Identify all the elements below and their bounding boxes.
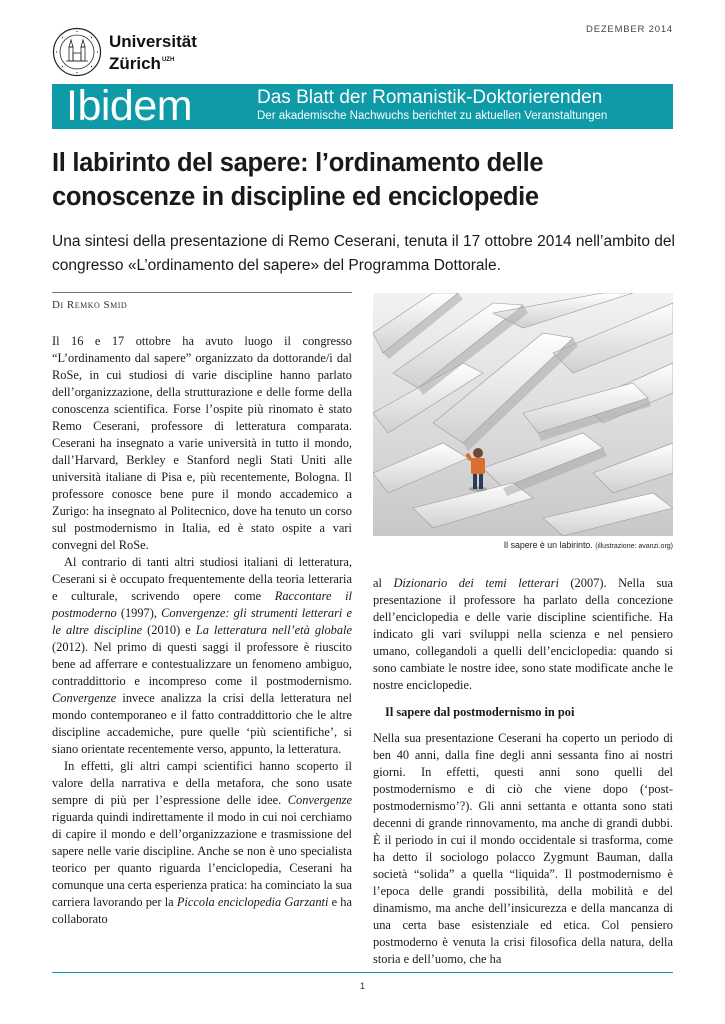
publication-subtagline: Der akademische Nachwuchs berichtet zu aktuellen Veranstaltungen bbox=[257, 110, 608, 122]
article-subtitle: Una sintesi della presentazione di Remo Ceserani, tenuta il 17 ottobre 2014 nell’ambito del congresso «L’ordinamento del sapere» del Programma Dottorale. bbox=[52, 233, 675, 274]
paragraph: Il 16 e 17 ottobre ha avuto luogo il congresso “L’ordinamento dal sapere” organizzato da dottorande/i dal RoSe, in cui studiosi di varie discipline hanno parlato dell’organizzazione, della strutturazione e delle forme della conoscenza scientifica. Forse l’ospite più rinomato è stato Remo Ceserani, professore di letteratura comparata. Ceserani ha insegnato a varie università in tutto il mondo, dall’Harvard, Berkley e Stanford negli Stati Uniti alle università italiane di Pisa e, più recentemente, Bologna. Il professore conosce bene pure il mondo accademico a Zurigo: ha insegnato al Politecnico, dove ha tenuto un corso sul postmodernismo in Italia, ed è stato ospite a vari convegni del RoSe. bbox=[52, 334, 352, 552]
issue-date: DEZEMBER 2014 bbox=[586, 24, 673, 35]
footer-divider bbox=[52, 972, 673, 973]
section-heading: Il sapere dal postmodernismo in poi bbox=[385, 705, 575, 719]
publication-banner bbox=[52, 84, 673, 129]
book-title: Dizionario dei temi letterari bbox=[393, 576, 559, 590]
university-name-line1: Universität bbox=[109, 31, 197, 51]
paragraph: In effetti, gli altri campi scientifici hanno scoperto il valore della narrativa e della metafora, che sono usate sempre di più per l’espressione delle idee. Convergenze riguarda quindi indirettamente il modo in cui noi cerchiamo di capire il mondo e dell’organizzazione e trasmissione del sapere nelle varie discipline. Anche se non è uno specialista teorico per quanto riguarda l’enciclopedia, Ceserani ha comunque una certa esperienza pratica: ha cominciato la sua carriera lavorando per la Piccola enciclopedia Garzanti e ha collaborato bbox=[52, 759, 352, 926]
book-title: Raccontare il postmoderno bbox=[52, 589, 353, 620]
page-number: 1 bbox=[359, 981, 365, 991]
maze-illustration bbox=[373, 293, 673, 536]
article-column-right bbox=[373, 575, 673, 968]
university-name bbox=[109, 32, 197, 73]
university-seal-icon bbox=[52, 27, 102, 77]
publication-tagline: Das Blatt der Romanistik-Doktorierenden bbox=[257, 87, 603, 108]
book-title: Convergenze bbox=[287, 793, 352, 807]
paragraph: al Dizionario dei temi letterari (2007). Nella sua presentazione il professore ha parlato della concezione dell’enciclopedia e delle varie discipline scientifiche. Ha indicato gli vari sviluppi nella scienza e nel pensiero umano, collegandoli a quelli dell’enciclopedia: quando si sono cambiate le nostre idee, sono state modificate anche le nostre enciclopedie. bbox=[373, 576, 673, 692]
paragraph: Al contrario di tanti altri studiosi italiani di letteratura, Ceserani si è occupato frequentemente della teoria letteraria e culturale, scrivendo opere come Raccontare il postmoderno (1997), Convergenze: gli strumenti letterari e le altre discipline (2010) e La letteratura nell’età globale (2012). Nel primo di questi saggi il professore è riuscito bene ad afferrare e contestualizzare un fenomeno ambiguo, contraddittorio e incompreso come il postmodernismo. Convergenze invece analizza la crisi della letteratura nel mondo contemporaneo e il fatto contraddittorio che le altre discipline accademiche, pure quelle ‘più scientifiche’, si siano orientate recentemente verso, appunto, la letteratura. bbox=[52, 555, 353, 756]
paragraph: Nella sua presentazione Ceserani ha coperto un periodo di ben 40 anni, dalla fine degli anni sessanta fino ai nostri giorni. In effetti, questi anni sono quelli del postmodernismo e di ciò che viene dopo (‘post-postmodernismo’?). Gli anni settanta e ottanta sono stati decenni di grande rinnovamento, ma anche di grandi dubbi. È il periodo in cui il mondo occidentale si trasforma, come ha detto il sociologo polacco Zygmunt Bauman, dalla società “solida” a quella “liquida”. Il postmodernismo è l’epoca delle grandi possibilità, della mobilità e del dinamismo, ma anche dell’insicurezza e della mancanza di una certa base esistenziale ed etica. Col pensiero postmoderno è venuta la crisi filosofica della natura, della storia e dell’uomo, che ha bbox=[373, 731, 673, 966]
university-logo bbox=[52, 27, 197, 77]
book-title: Convergenze: gli strumenti letterari e le altre discipline bbox=[52, 606, 353, 637]
byline-divider bbox=[52, 292, 352, 293]
maze-image bbox=[373, 293, 673, 536]
figure-caption: Il sapere è un labirinto. (illustrazione: avanzi.org) bbox=[503, 540, 673, 550]
university-abbreviation: UZH bbox=[161, 56, 175, 63]
university-name-line2: Zürich bbox=[109, 53, 161, 73]
article-title: Il labirinto del sapere: l’ordinamento delle conoscenze in discipline ed enciclopedie bbox=[52, 149, 544, 211]
article-column-left bbox=[52, 333, 352, 928]
book-title: Piccola enciclopedia Garzanti bbox=[176, 895, 329, 909]
article-byline: Di Remko Smid bbox=[52, 299, 128, 311]
figure-credit: (illustrazione: avanzi.org) bbox=[595, 543, 673, 550]
publication-name: Ibidem bbox=[66, 82, 193, 130]
book-title: La letteratura nell’età globale bbox=[195, 623, 353, 637]
book-title: Convergenze bbox=[52, 691, 117, 705]
